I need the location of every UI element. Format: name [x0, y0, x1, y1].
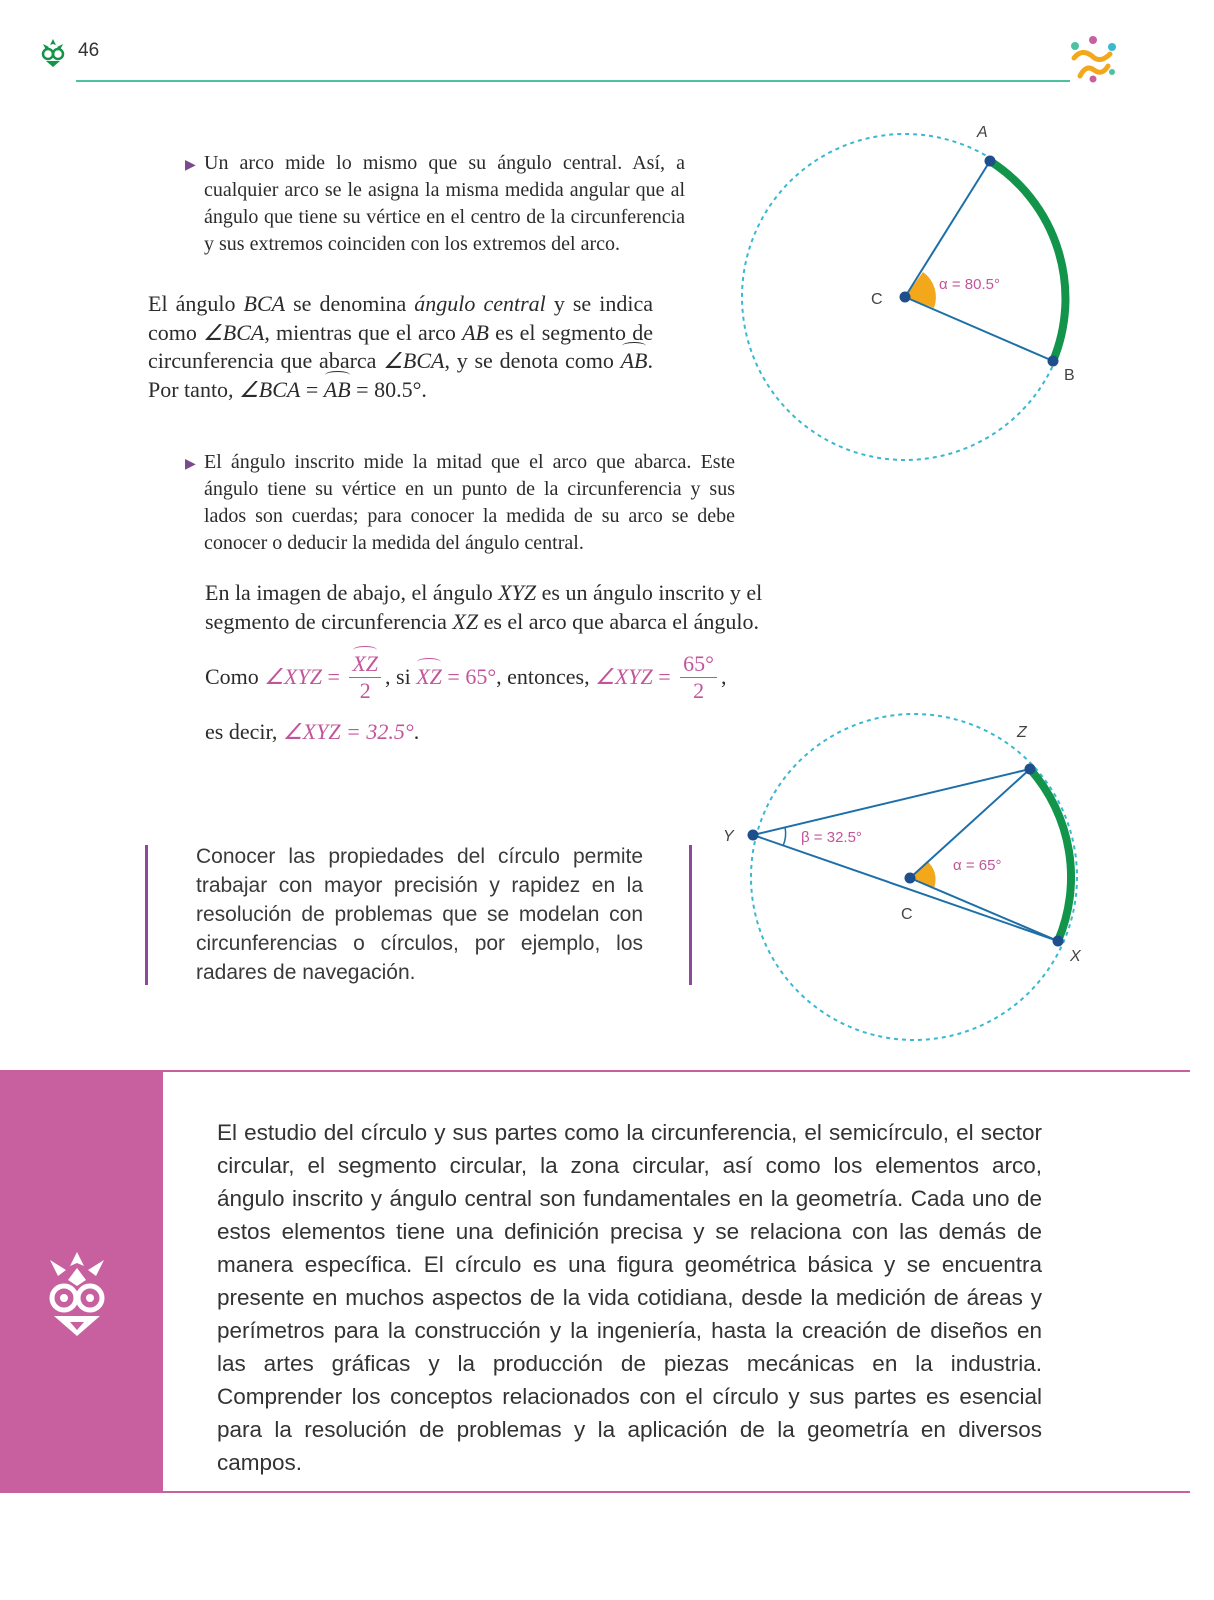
- text-run: En la imagen de abajo, el ángulo: [205, 580, 499, 605]
- denominator: 2: [693, 677, 705, 703]
- bullet-central-angle-text: Un arco mide lo mismo que su ángulo central. Así, a cualquier arco se le asigna la misma medida angular que al ángulo que tiene su vértice en el centro de la circunferencia y sus extremos coinciden con los extremos del arco.: [204, 152, 685, 255]
- radius-cb: [905, 297, 1053, 361]
- math-arc-ab: AB: [621, 347, 648, 376]
- label-b: B: [1064, 367, 1075, 384]
- text-run: . Por tanto,: [148, 348, 653, 402]
- text-run: =: [300, 376, 324, 402]
- formula-result-line: [205, 718, 605, 747]
- label-c: C: [901, 906, 913, 923]
- math-arc-xz: XZ: [416, 663, 442, 692]
- page-number: 46: [78, 40, 100, 61]
- math-angle-xyz: ∠XYZ: [595, 663, 653, 689]
- closing-paragraph: El estudio del círculo y sus partes como la circunferencia, el semicírculo, el sector circular, el segmento circular, la zona circular, así como los elementos arco, ángulo inscrito y ángulo central son fundamentales en la geometría. Cada uno de estos elementos tiene una definición precisa y se relaciona con las demás de manera específica. El círculo es una figura geométrica básica y se encuentra presente en muchos aspectos de la vida cotidiana, desde la medición de áreas y perímetros para la construcción y la ingeniería, hasta la creación de diseños en las artes gráficas y la producción de piezas mecánicas en la industria. Comprender los conceptos relacionados con el círculo y sus partes es esencial para la resolución de problemas y la aplicación de la geometría en diversos campos.: [217, 1120, 1042, 1475]
- text-run: es el arco que abarca el ángulo.: [478, 608, 760, 634]
- alpha-label: α = 80.5°: [939, 276, 1000, 293]
- label-z: Z: [1017, 724, 1027, 741]
- math-angle-bca: ∠BCA: [203, 319, 265, 345]
- math-arc-xz: XZ: [352, 650, 379, 676]
- note-left-bar: [145, 845, 148, 985]
- text-run: .: [413, 719, 420, 744]
- math-result: ∠XYZ = 32.5°: [282, 719, 414, 744]
- text-run: ,: [720, 663, 727, 689]
- text-run: El ángulo: [148, 291, 244, 316]
- term-central-angle: ángulo central: [414, 291, 546, 316]
- bullet-arrow-icon: ▶: [185, 158, 196, 173]
- bullet-inscribed-angle-text: El ángulo inscrito mide la mitad que el arco que abarca. Este ángulo tiene su vértice en un punto de la circunferencia y sus lados son cuerdas; para conocer la medida de su arco se debe conocer o deducir la medida del ángulo central.: [204, 451, 735, 554]
- math-equals: =: [321, 663, 346, 689]
- text-run: es decir,: [205, 719, 283, 744]
- radius-cx: [910, 878, 1058, 941]
- math-angle-bca: ∠BCA: [239, 376, 301, 402]
- header-emblem-icon: [40, 38, 66, 68]
- text-run: = 80.5°.: [350, 376, 427, 402]
- note-right-bar: [689, 845, 692, 985]
- alpha-label: α = 65°: [953, 857, 1002, 874]
- math-angle-xyz: ∠XYZ: [264, 663, 322, 689]
- math-equals: =: [652, 663, 677, 689]
- text-run: Como: [205, 663, 265, 689]
- text-run: se denomina: [285, 291, 415, 316]
- point-c: [900, 292, 911, 303]
- text-run: es el segmento de circunferencia que abarca: [148, 319, 653, 373]
- inscribed-angle-figure: [715, 705, 1105, 1050]
- fraction-arc-over-two: [349, 651, 381, 704]
- beta-label: β = 32.5°: [801, 829, 862, 846]
- point-c: [905, 873, 916, 884]
- text-run: , y se denota como: [444, 348, 621, 373]
- chord-yz: [753, 769, 1030, 835]
- label-a: A: [977, 124, 988, 141]
- math-bca: BCA: [243, 291, 286, 316]
- math-angle-bca: ∠BCA: [383, 348, 445, 373]
- text-run: , mientras que el arco: [264, 319, 463, 345]
- header-rule: [76, 80, 1070, 82]
- math-ab: AB: [462, 319, 489, 345]
- closing-bottom-rule: [163, 1491, 1190, 1493]
- inscribed-angle-paragraph: [205, 579, 805, 636]
- point-z: [1025, 764, 1036, 775]
- label-x: X: [1070, 948, 1081, 965]
- arc-xz: [1030, 769, 1071, 941]
- arc-ab: [990, 161, 1065, 361]
- fraction-65-over-two: [680, 651, 717, 704]
- bullet-inscribed-angle: [185, 449, 735, 557]
- formula-line: [205, 645, 825, 709]
- text-run: , si: [385, 663, 417, 689]
- series-logo-icon: [1066, 34, 1120, 84]
- closing-top-rule: [163, 1070, 1190, 1072]
- text-run: y se indica como: [148, 291, 653, 345]
- note-text: Conocer las propiedades del círculo permite trabajar con mayor precisión y rapidez en la resolución de problemas que se modelan con circunferencias o círculos, por ejemplo, los radares de navegación.: [196, 845, 643, 984]
- math-value: = 65°: [441, 663, 497, 689]
- chord-yx: [753, 835, 1058, 941]
- text-run: , entonces,: [496, 663, 596, 689]
- beta-arc: [783, 827, 786, 846]
- point-y: [748, 830, 759, 841]
- central-angle-figure: [725, 110, 1105, 470]
- denominator: 2: [359, 677, 371, 703]
- math-arc-ab: AB: [324, 376, 351, 405]
- label-y: Y: [723, 828, 734, 845]
- point-a: [985, 156, 996, 167]
- emblem-icon: [44, 1250, 110, 1338]
- math-xyz: XYZ: [498, 580, 537, 605]
- label-c: C: [871, 291, 883, 308]
- bullet-central-angle: [185, 150, 685, 258]
- math-xz: XZ: [452, 608, 479, 634]
- point-x: [1053, 936, 1064, 947]
- text-run: es un ángulo inscrito y el segmento de circunferencia: [205, 580, 763, 634]
- bullet-arrow-icon: ▶: [185, 457, 196, 472]
- central-angle-paragraph: [148, 290, 653, 404]
- numerator: 65°: [680, 651, 717, 678]
- point-b: [1048, 356, 1059, 367]
